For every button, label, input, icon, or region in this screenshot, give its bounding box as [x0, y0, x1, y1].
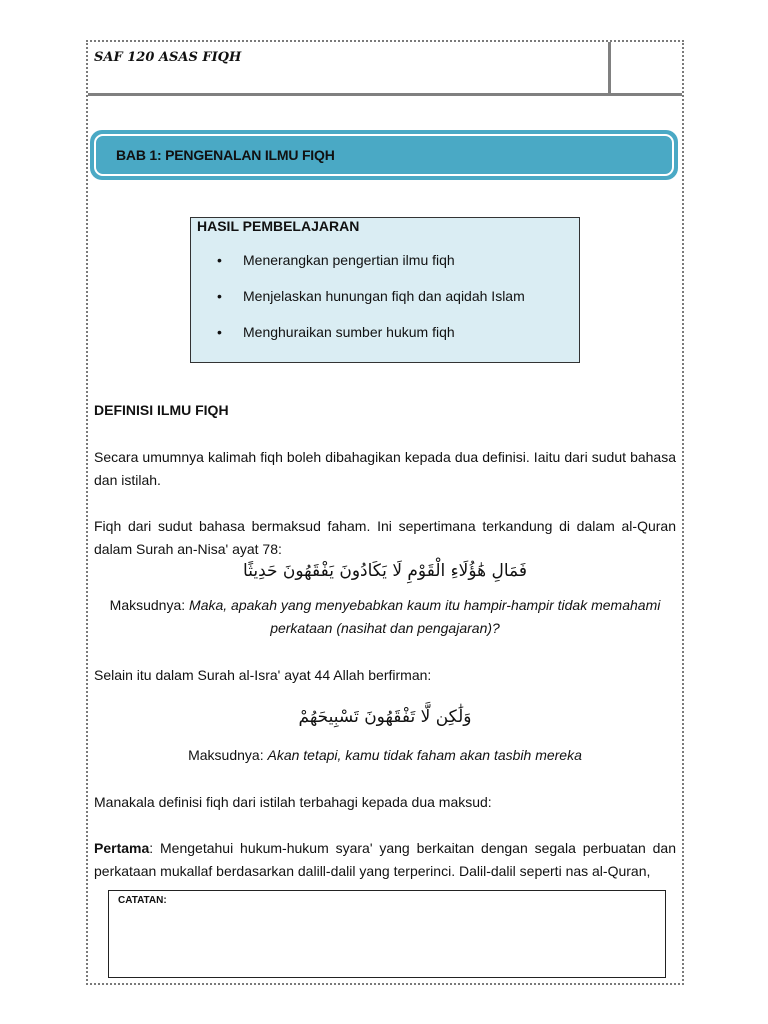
first-text: : Mengetahui hukum-hukum syara' yang berkaitan dengan segala perbuatan dan perkataan mukallaf berdasarkan dalill-dalil yang terperinci. Dalil-dalil seperti nas al-Quran,: [94, 840, 676, 879]
term-intro-paragraph: Manakala definisi fiqh dari istilah terbahagi kepada dua maksud:: [94, 794, 492, 810]
language-definition-paragraph: Fiqh dari sudut bahasa bermaksud faham. Ini sepertimana terkandung di dalam al-Quran dalam Surah an-Nisa' ayat 78:: [94, 518, 676, 557]
list-item: [217, 252, 525, 288]
notes-label: CATATAN:: [118, 895, 167, 906]
verse2-meaning: [88, 744, 682, 767]
document-page: [86, 40, 684, 985]
header-divider: [608, 42, 611, 96]
list-item: [217, 288, 525, 324]
outcome-text: Menjelaskan hunungan fiqh dan aqidah Islam: [243, 288, 525, 304]
bullet-icon: •: [217, 252, 222, 268]
meaning-label: Maksudnya:: [188, 747, 268, 763]
bullet-icon: •: [217, 324, 222, 340]
list-item: [217, 324, 525, 360]
first-meaning-paragraph: [94, 837, 676, 883]
intro-paragraph: Secara umumnya kalimah fiqh boleh dibahagikan kepada dua definisi. Iaitu dari sudut bahasa dan istilah.: [94, 449, 676, 488]
outcome-text: Menghuraikan sumber hukum fiqh: [243, 324, 455, 340]
outcome-text: Menerangkan pengertian ilmu fiqh: [243, 252, 455, 268]
second-reference-paragraph: Selain itu dalam Surah al-Isra' ayat 44 Allah berfirman:: [94, 667, 432, 683]
notes-box[interactable]: [108, 890, 666, 978]
quran-verse-an-nisa: فَمَالِ هَٰؤُلَاءِ الْقَوْمِ لَا يَكَادُونَ يَفْقَهُونَ حَدِيثًا: [243, 561, 527, 581]
chapter-banner: [90, 130, 678, 180]
page-header: [88, 42, 682, 96]
bullet-icon: •: [217, 288, 222, 304]
verse1-meaning: [88, 594, 682, 640]
learning-outcomes-list: [217, 252, 525, 360]
section-heading: DEFINISI ILMU FIQH: [94, 402, 229, 418]
course-title: SAF 120 ASAS FIQH: [94, 50, 242, 65]
meaning-text: Maka, apakah yang menyebabkan kaum itu hampir-hampir tidak memahami perkataan (nasihat dan pengajaran)?: [189, 597, 661, 636]
first-label: Pertama: [94, 840, 150, 856]
learning-outcomes-title: HASIL PEMBELAJARAN: [197, 218, 360, 234]
meaning-text: Akan tetapi, kamu tidak faham akan tasbih mereka: [267, 747, 582, 763]
learning-outcomes-box: [190, 217, 580, 363]
chapter-title: BAB 1: PENGENALAN ILMU FIQH: [116, 147, 335, 163]
chapter-banner-inner: [94, 134, 674, 176]
quran-verse-al-isra: وَلَٰكِن لَّا تَفْقَهُونَ تَسْبِيحَهُمْ: [298, 707, 472, 727]
meaning-label: Maksudnya:: [109, 597, 190, 613]
